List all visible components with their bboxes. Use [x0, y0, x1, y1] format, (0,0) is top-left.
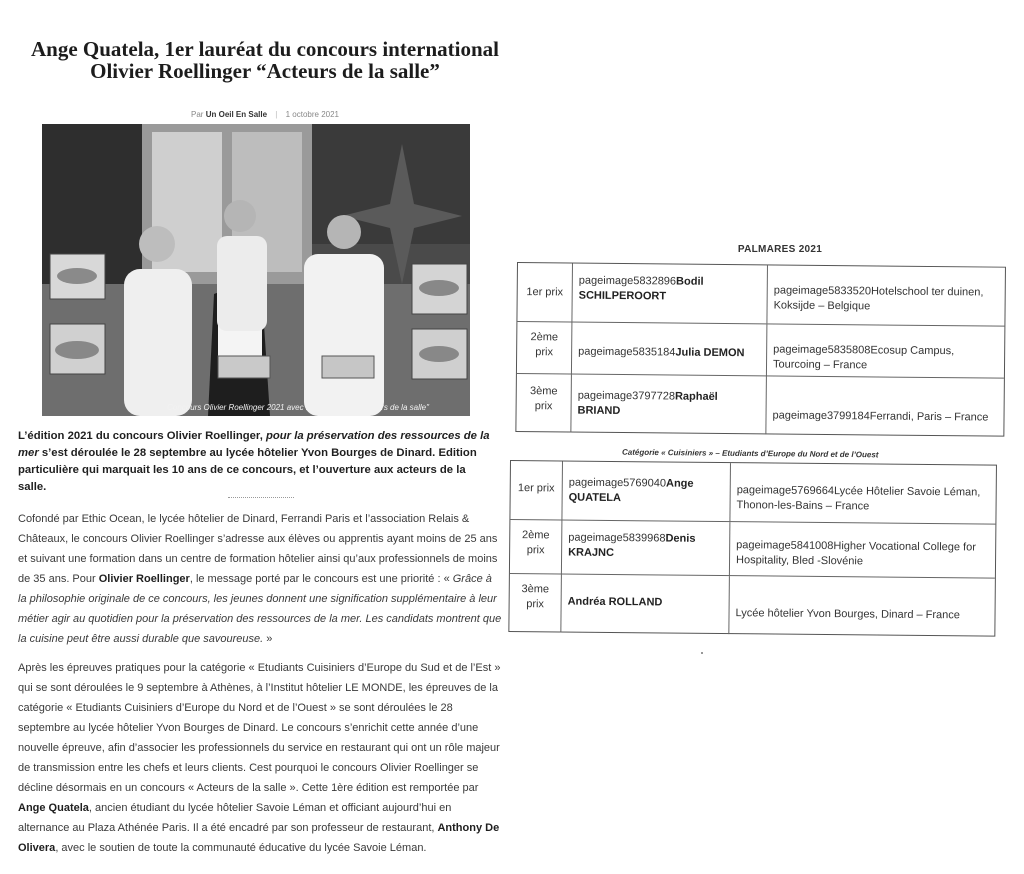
- article-photo: [42, 124, 470, 416]
- school-cell: pageimage5841008Higher Vocational College for Hospitality, Bled -Slovénie: [735, 539, 976, 568]
- article-title: Ange Quatela, 1er lauréat du concours international Olivier Roellinger “Acteurs de la salle”: [30, 37, 499, 83]
- p2-part1: Après les épreuves pratiques pour la catégorie « Etudiants Cuisiniers d’Europe du Sud et de l’Est » qui se sont déroulées le 9 septembre à Athènes, à l’Institut hôtelier LE MONDE, les épreuves de la catégorie « Etudiants Cuisiniers d’Europe du Nord et de l’Ouest » se sont déroulées le 28 septembre au lycée hôtelier Yvon Bourges de Dinard. Le concours s’enrichit cette année d’une nouvelle épreuve, afin d’associer les professionnels du service en restaurant qui ont un rôle majeur de transmission entre les chefs et leurs clients. Cest pourquoi le concours Olivier Roellinger se décline désormais en un concours « Acteurs de la salle ». Cette 1ère édition est remportée par: [18, 662, 501, 794]
- table-row: [516, 373, 1004, 437]
- author-link[interactable]: Un Oeil En Salle: [205, 110, 268, 119]
- school-cell: pageimage5835808Ecosup Campus, Tourcoing – France: [772, 343, 955, 372]
- school-cell: Lycée hôtelier Yvon Bourges, Dinard – France: [735, 607, 961, 622]
- byline-separator: |: [275, 110, 278, 119]
- byline: [100, 110, 430, 119]
- winner-cell: [572, 264, 768, 324]
- table-row: [510, 461, 996, 524]
- section-divider: [228, 497, 294, 498]
- winner-name: Raphaël BRIAND: [577, 390, 718, 417]
- winner-name: Andréa ROLLAND: [567, 595, 663, 609]
- table-row: [509, 573, 995, 637]
- image-ref: pageimage5835184: [578, 345, 676, 359]
- category-title: Catégorie « Cuisiniers » – Etudiants d’Europe du Nord et de l’Ouest: [621, 447, 879, 460]
- scan-speck: [701, 652, 703, 654]
- palmares-table-1: [515, 262, 1006, 437]
- photo-caption: Concours Olivier Roellinger 2021 avec le podium des "Acteurs de la salle": [167, 403, 429, 412]
- image-ref: pageimage3797728: [577, 389, 676, 403]
- table-row: [517, 263, 1005, 326]
- image-ref: pageimage5769040: [568, 476, 667, 490]
- palmares-table-2: [508, 460, 997, 637]
- palmares-title: PALMARES 2021: [737, 244, 823, 255]
- p1-name: Olivier Roellinger: [98, 573, 190, 585]
- lead-italic: pour la préservation des ressources de la mer: [18, 430, 490, 459]
- p1-part2: , le message porté par le concours est une priorité : «: [189, 573, 453, 585]
- rank-cell: 2ème prix: [510, 520, 563, 574]
- image-ref: pageimage5839968: [568, 531, 666, 545]
- winner-cell: [561, 575, 730, 635]
- paragraph-2: [18, 658, 502, 858]
- winner-name: Ange QUATELA: [568, 477, 694, 505]
- school-cell: pageimage3799184Ferrandi, Paris – France: [772, 409, 989, 424]
- winner-cell: [571, 375, 767, 435]
- school-cell: pageimage5833520Hotelschool ter duinen, Koksijde – Belgique: [773, 284, 984, 313]
- winner-name: Denis KRAJNC: [568, 532, 696, 560]
- p2-part2: , ancien étudiant du lycée hôtelier Savoie Léman et officiant aujourd’hui en alternance au Plaza Athénée Paris. Il a été encadré par son professeur de restaurant,: [18, 802, 452, 834]
- lead-part1: L’édition 2021 du concours Olivier Roellinger,: [18, 430, 266, 442]
- rank-cell: 3ème prix: [509, 574, 562, 632]
- p2-name1: Ange Quatela: [18, 802, 89, 814]
- p2-part3: , avec le soutien de toute la communauté éducative du lycée Savoie Léman.: [55, 842, 427, 854]
- p1-quote: Grâce à la philosophie originale de ce concours, les jeunes donnent une signification supplémentaire à leur métier agir au quotidien pour la préservation des ressources de la mer. Les candidats montrent que la cuisine peut être aussi durable que savoureuse.: [18, 573, 502, 645]
- p1-part1: Cofondé par Ethic Ocean, le lycée hôtelier de Dinard, Ferrandi Paris et l’association Relais & Châteaux, le concours Olivier Roellinger s’adresse aux élèves ou apprentis ayant moins de 25 ans et suivant une formation dans un centre de formation hôtelier ainsi qu’aux professionnels de moins de 35 ans. Pour: [18, 513, 498, 585]
- image-ref: pageimage5832896: [578, 274, 677, 288]
- winner-cell: [562, 462, 731, 522]
- rank-cell: 3ème prix: [516, 374, 572, 433]
- p1-part3: »: [263, 633, 273, 645]
- lead-part3: s’est déroulée le 28 septembre au lycée hôtelier Yvon Bourges de Dinard. Edition particulière qui marquait les 10 ans de ce concours, et l’ouverture aux acteurs de la salle.: [18, 447, 477, 493]
- winner-name: Bodil SCHILPEROORT: [578, 275, 704, 303]
- rank-cell: 2ème prix: [517, 322, 572, 375]
- winner-cell: [572, 323, 767, 377]
- table-row: [510, 519, 996, 579]
- p2-name2: Anthony De Olivera: [18, 822, 500, 854]
- article-lead: [18, 428, 496, 496]
- rank-cell: 1er prix: [517, 263, 573, 322]
- winner-cell: [562, 521, 731, 577]
- table-row: [517, 321, 1004, 379]
- school-cell: pageimage5769664Lycée Hôtelier Savoie Léman, Thonon-les-Bains – France: [736, 484, 981, 513]
- byline-prefix: Par: [191, 110, 204, 119]
- winner-name: Julia DEMON: [675, 346, 745, 360]
- podium-photo-illustration: [42, 124, 470, 416]
- publish-date: 1 octobre 2021: [285, 110, 339, 119]
- paragraph-1: [18, 509, 502, 649]
- rank-cell: 1er prix: [510, 461, 563, 519]
